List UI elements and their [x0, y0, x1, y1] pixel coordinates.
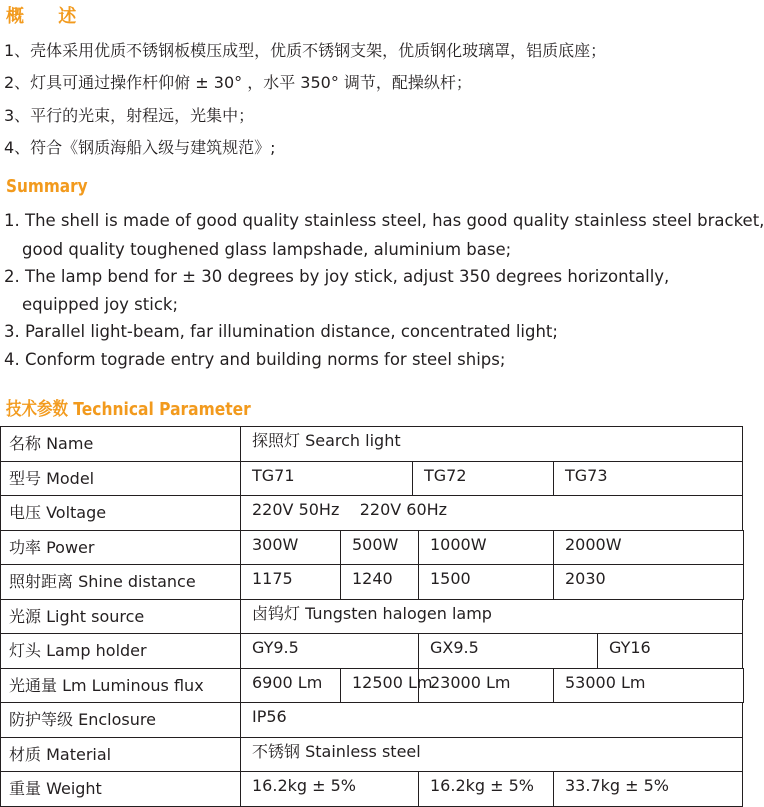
- summary-item-3: 3. Parallel light-beam, far illumination distance, concentrated light;: [4, 322, 558, 341]
- row-value: 2030: [554, 565, 744, 600]
- row-value: 1175: [241, 565, 341, 600]
- row-label: 灯头 Lamp holder: [1, 634, 241, 669]
- row-value: 1500: [419, 565, 554, 600]
- row-label: 功率 Power: [1, 530, 241, 565]
- row-label: 重量 Weight: [1, 772, 241, 807]
- row-value: 1000W: [419, 530, 554, 565]
- summary-item-1-cont: good quality toughened glass lampshade, aluminium base;: [22, 240, 512, 259]
- overview-item-4: 4、符合《钢质海船入级与建筑规范》;: [4, 138, 276, 157]
- row-label: 光通量 Lm Luminous flux: [1, 668, 241, 703]
- table-row: [1, 599, 744, 634]
- row-value: 12500 Lm: [341, 668, 419, 703]
- row-value: 500W: [341, 530, 419, 565]
- row-value: 2000W: [554, 530, 744, 565]
- row-label: 防护等级 Enclosure: [1, 703, 241, 738]
- row-value: TG72: [413, 461, 554, 496]
- row-value: 53000 Lm: [554, 668, 744, 703]
- table-row: [1, 668, 744, 703]
- table-row: [1, 461, 744, 496]
- row-label: 照射距离 Shine distance: [1, 565, 241, 600]
- row-value: TG71: [241, 461, 413, 496]
- table-row: [1, 427, 744, 462]
- technical-heading: 技术参数 Technical Parameter: [6, 399, 251, 420]
- row-label: 名称 Name: [1, 427, 241, 462]
- table-row: [1, 772, 744, 807]
- row-value: 卤钨灯 Tungsten halogen lamp: [241, 599, 743, 634]
- row-label: 光源 Light source: [1, 599, 241, 634]
- row-value: 6900 Lm: [241, 668, 341, 703]
- technical-parameter-table: [0, 426, 744, 807]
- row-label: 电压 Voltage: [1, 496, 241, 531]
- row-value: 不锈钢 Stainless steel: [241, 737, 743, 772]
- overview-item-2: 2、灯具可通过操作杆仰俯 ± 30° ，水平 350° 调节，配操纵杆；: [4, 73, 472, 92]
- table-row: [1, 634, 744, 669]
- row-value: 220V 50Hz 220V 60Hz: [241, 496, 743, 531]
- overview-item-1: 1、壳体采用优质不锈钢板模压成型，优质不锈钢支架，优质钢化玻璃罩，铝质底座；: [4, 41, 607, 60]
- row-value: 16.2kg ± 5%: [419, 772, 554, 807]
- table-row: [1, 737, 744, 772]
- summary-item-1: 1. The shell is made of good quality stainless steel, has good quality stainless steel bracket,: [4, 211, 764, 230]
- table-row: [1, 496, 744, 531]
- table-row: [1, 530, 744, 565]
- summary-item-2-cont: equipped joy stick;: [22, 295, 179, 314]
- row-value: 1240: [341, 565, 419, 600]
- overview-item-3: 3、平行的光束，射程远，光集中；: [4, 106, 255, 125]
- summary-heading: Summary: [6, 176, 88, 197]
- row-value: 16.2kg ± 5%: [241, 772, 419, 807]
- row-value: 探照灯 Search light: [241, 427, 743, 462]
- row-value: IP56: [241, 703, 743, 738]
- summary-item-2: 2. The lamp bend for ± 30 degrees by joy stick, adjust 350 degrees horizontally,: [4, 267, 670, 286]
- table-row: [1, 565, 744, 600]
- row-value: GX9.5: [419, 634, 598, 669]
- row-value: GY9.5: [241, 634, 419, 669]
- summary-item-4: 4. Conform tograde entry and building norms for steel ships;: [4, 350, 506, 369]
- row-value: 300W: [241, 530, 341, 565]
- row-value: 23000 Lm: [419, 668, 554, 703]
- overview-heading: 概 述: [6, 6, 91, 27]
- table-row: [1, 703, 744, 738]
- row-value: TG73: [554, 461, 743, 496]
- row-value: GY16: [598, 634, 743, 669]
- row-label: 型号 Model: [1, 461, 241, 496]
- row-label: 材质 Material: [1, 737, 241, 772]
- row-value: 33.7kg ± 5%: [554, 772, 743, 807]
